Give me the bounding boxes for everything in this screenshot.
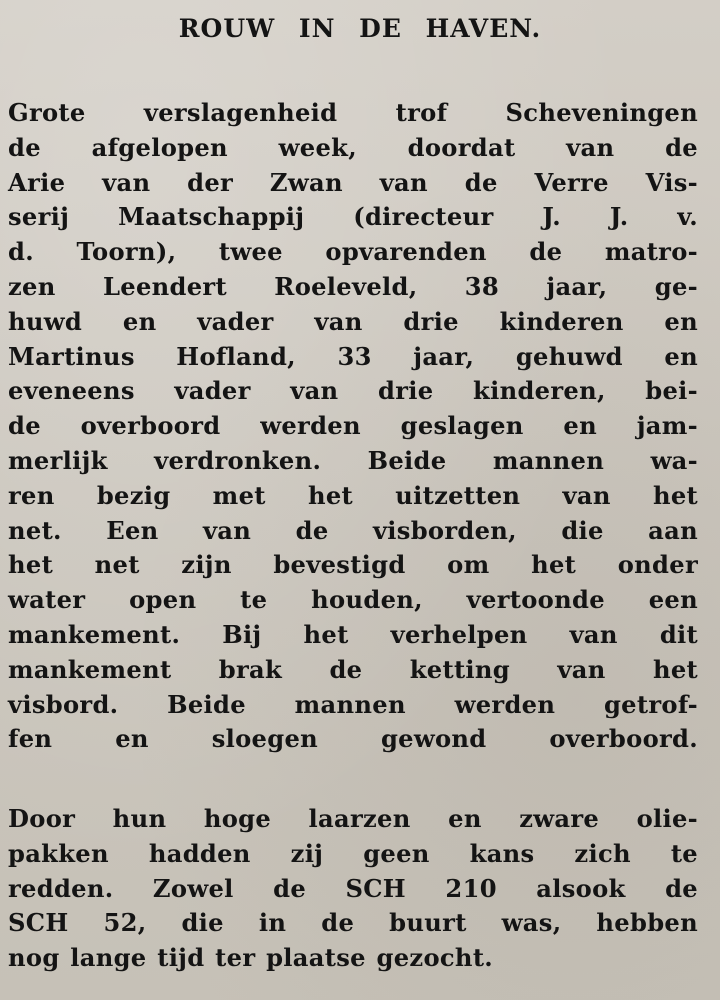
text-line: nog lange tijd ter plaatse gezocht. — [8, 943, 494, 973]
text-line: pakken hadden zij geen kans zich te — [8, 838, 698, 868]
text-line: eveneens vader van drie kinderen, bei- — [8, 376, 698, 406]
text-line: redden. Zowel de SCH 210 alsook de — [8, 873, 698, 903]
text-line: visbord. Beide mannen werden getrof- — [8, 689, 698, 719]
text-line: de overboord werden geslagen en jam- — [8, 411, 698, 441]
article-paragraph-2 — [8, 802, 698, 976]
text-line: merlijk verdronken. Beide mannen wa- — [8, 445, 698, 475]
text-line: ren bezig met het uitzetten van het — [8, 480, 698, 510]
text-line: huwd en vader van drie kinderen en — [8, 306, 698, 336]
text-line: Door hun hoge laarzen en zware olie- — [8, 804, 698, 833]
text-line: fen en sloegen gewond overboord. — [8, 724, 698, 754]
text-line: water open te houden, vertoonde een — [8, 585, 698, 615]
text-line: Arie van der Zwan van de Verre Vis- — [8, 167, 698, 197]
text-line: net. Een van de visborden, die aan — [8, 515, 698, 545]
article-paragraph-1 — [8, 96, 698, 757]
text-line: het net zijn bevestigd om het onder — [8, 550, 698, 580]
text-line: mankement. Bij het verhelpen van dit — [8, 619, 698, 649]
text-line: d. Toorn), twee opvarenden de matro- — [8, 237, 698, 267]
text-line: mankement brak de ketting van het — [8, 654, 698, 684]
text-line: de afgelopen week, doordat van de — [8, 132, 698, 162]
text-line: Grote verslagenheid trof Scheveningen — [8, 98, 698, 127]
text-line: Martinus Hofland, 33 jaar, gehuwd en — [8, 341, 698, 371]
text-line: zen Leendert Roeleveld, 38 jaar, ge- — [8, 271, 698, 301]
text-line: serij Maatschappij (directeur J. J. v. — [8, 202, 698, 232]
text-line: SCH 52, die in de buurt was, hebben — [8, 908, 698, 938]
article-title: ROUW IN DE HAVEN. — [178, 14, 542, 43]
